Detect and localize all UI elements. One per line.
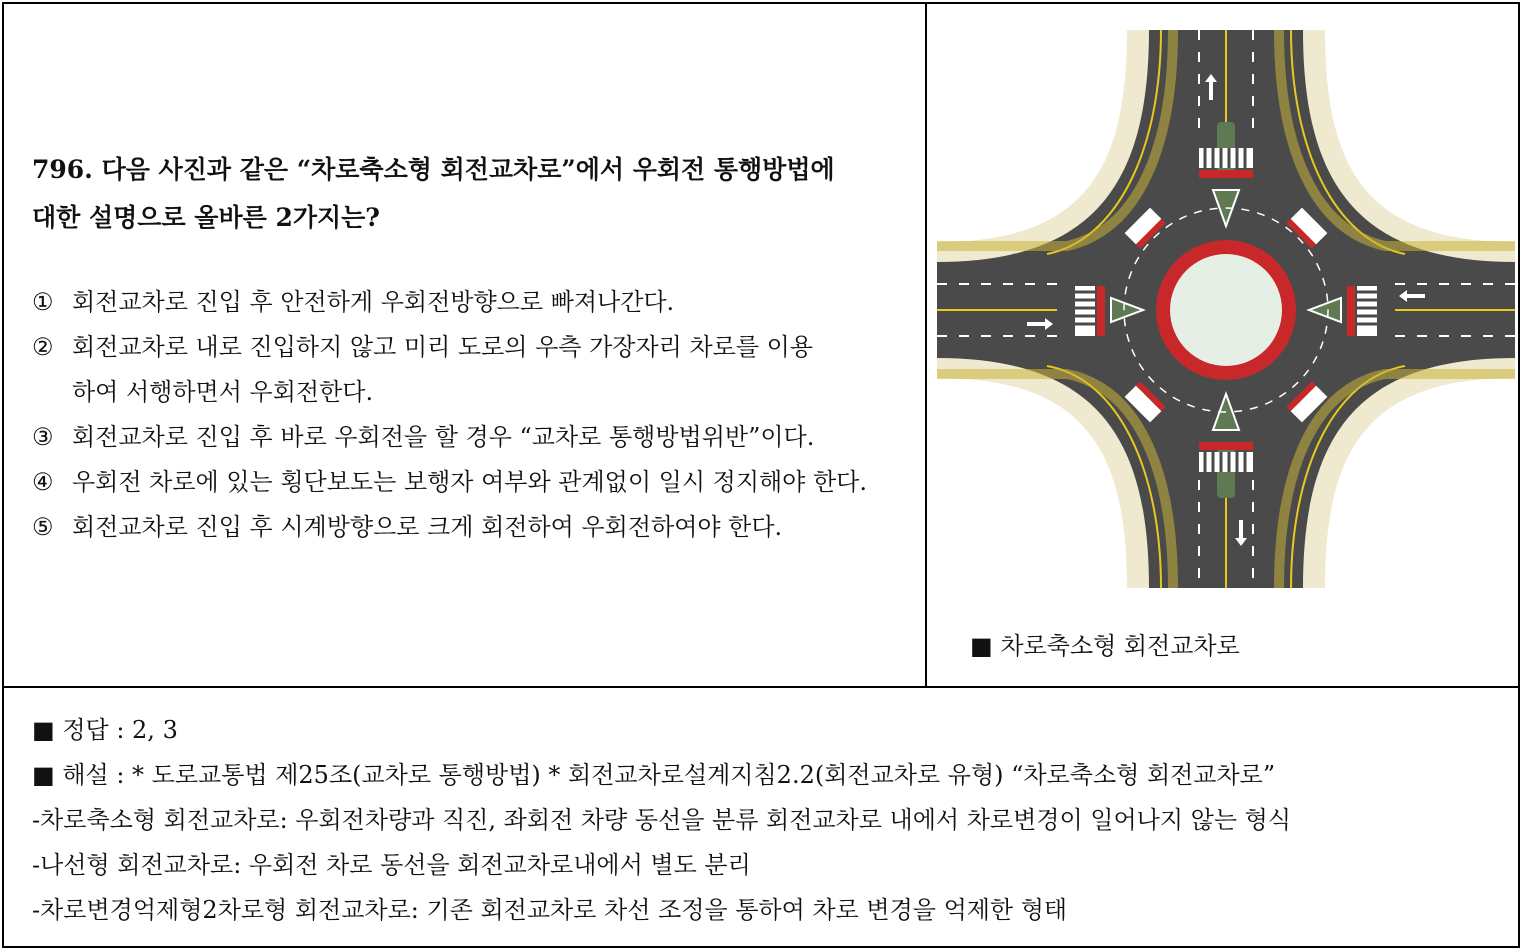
option-3 <box>32 415 900 460</box>
explanation-marker-icon: ■ <box>32 761 55 789</box>
option-text: 회전교차로 진입 후 시계방향으로 크게 회전하여 우회전하여야 한다. <box>72 513 783 541</box>
explanation-header-text: 해설 : * 도로교통법 제25조(교차로 통행방법) * 회전교차로설계지침2.2(회전교차로 유형) “차로축소형 회전교차로” <box>62 761 1276 789</box>
option-text-continued: 하여 서행하면서 우회전한다. <box>72 378 374 406</box>
option-1 <box>32 280 900 325</box>
explanation-line-3: -차로변경억제형2차로형 회전교차로: 기존 회전교차로 차선 조정을 통하여 차로 변경을 억제한 형태 <box>32 896 1068 924</box>
roundabout-diagram <box>937 30 1515 588</box>
caption-marker-icon: ■ <box>970 632 993 660</box>
option-number: ⑤ <box>32 513 54 541</box>
option-text: 회전교차로 내로 진입하지 않고 미리 도로의 우측 가장자리 차로를 이용 <box>72 333 813 361</box>
caption-text: 차로축소형 회전교차로 <box>1000 632 1240 660</box>
answer-marker-icon: ■ <box>32 716 55 744</box>
row-divider <box>2 686 1520 688</box>
option-number: ④ <box>32 468 54 496</box>
explanation-line-1: -차로축소형 회전교차로: 우회전차량과 직진, 좌회전 차량 동선을 분류 회전교차로 내에서 차로변경이 일어나지 않는 형식 <box>32 806 1292 834</box>
explanation-header <box>32 753 1512 798</box>
options-list <box>32 280 900 550</box>
answer-section <box>32 708 1512 933</box>
question-line-2: 대한 설명으로 올바른 2가지는? <box>32 203 380 232</box>
option-text: 우회전 차로에 있는 횡단보도는 보행자 여부와 관계없이 일시 정지해야 한다. <box>72 468 867 496</box>
crosswalk-north <box>1199 148 1253 178</box>
option-text: 회전교차로 진입 후 바로 우회전을 할 경우 “교차로 통행방법위반”이다. <box>72 423 815 451</box>
option-5 <box>32 505 900 550</box>
option-2 <box>32 325 900 370</box>
option-4 <box>32 460 900 505</box>
explanation-line-2: -나선형 회전교차로: 우회전 차로 동선을 회전교차로내에서 별도 분리 <box>32 851 751 879</box>
answer-label: 정답 : 2, 3 <box>62 716 178 744</box>
central-island <box>1170 254 1282 366</box>
crosswalk-east <box>1347 286 1377 336</box>
option-number: ① <box>32 288 54 316</box>
answer-line <box>32 708 1512 753</box>
crosswalk-west <box>1075 286 1105 336</box>
option-text: 회전교차로 진입 후 안전하게 우회전방향으로 빠져나간다. <box>72 288 675 316</box>
option-number: ② <box>32 333 54 361</box>
column-divider <box>925 2 927 688</box>
question-line-1: 796. 다음 사진과 같은 “차로축소형 회전교차로”에서 우회전 통행방법에 <box>32 155 835 184</box>
option-2-continued <box>32 370 900 415</box>
crosswalk-south <box>1199 442 1253 472</box>
figure-caption <box>970 626 1240 661</box>
question-text <box>32 146 902 242</box>
option-number: ③ <box>32 423 54 451</box>
